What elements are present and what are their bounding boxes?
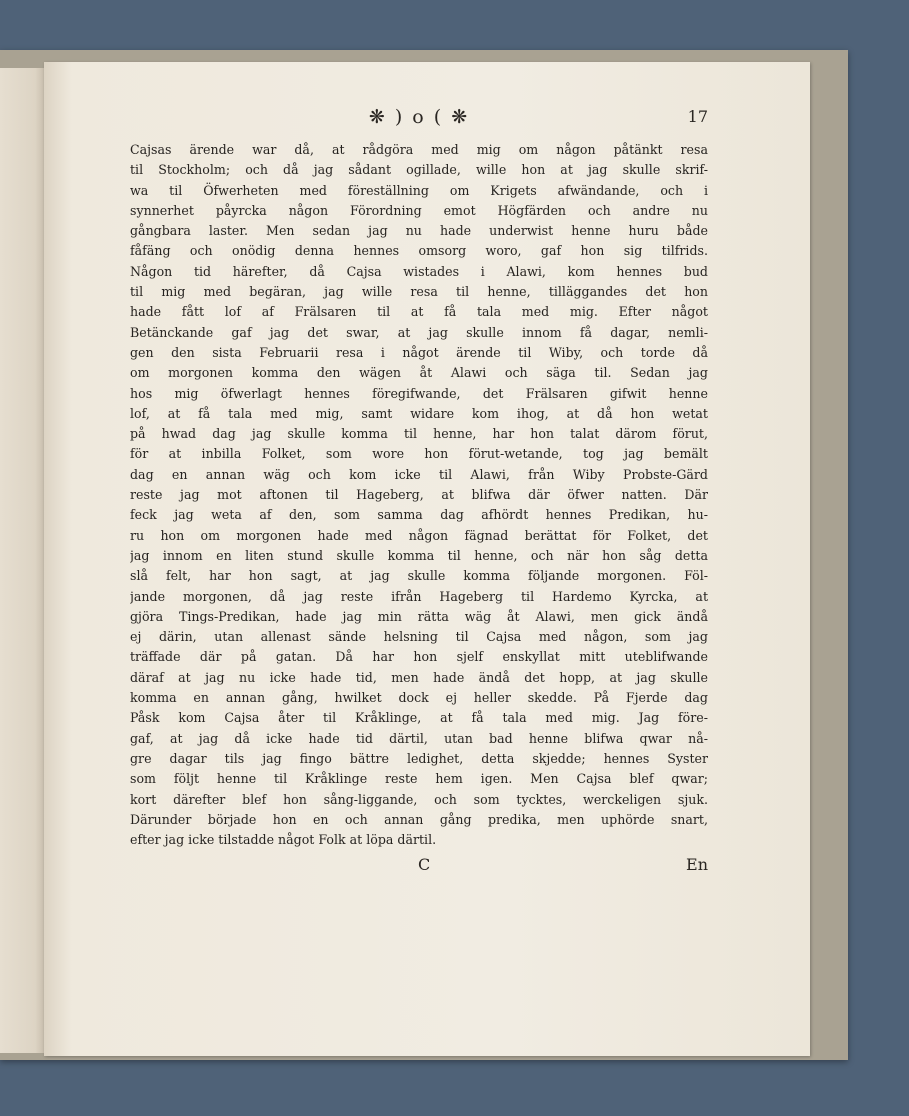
text-line: til Stockholm; och då jag sådant ogillade, wille hon at jag skulle skrif- <box>130 162 708 178</box>
text-line: ru hon om morgonen hade med någon fägnad berättat för Folket, det <box>130 527 708 543</box>
text-line: lof, at få tala med mig, samt widare kom ihog, at då hon wetat <box>130 405 708 421</box>
header-ornament: ❋ ) o ( ❋ <box>368 106 470 128</box>
text-line: til mig med begäran, jag wille resa til henne, tilläggandes det hon <box>130 284 708 300</box>
text-line: gångbara laster. Men sedan jag nu hade underwist henne huru både <box>130 223 708 239</box>
text-line: wa til Öfwerheten med föreställning om Krigets afwändande, och i <box>130 182 708 198</box>
text-line: hade fått lof af Frälsaren til at få tala med mig. Efter något <box>130 304 708 320</box>
text-line: gre dagar tils jag fingo bättre ledighet, detta skjedde; hennes Syster <box>130 750 708 766</box>
text-line: jag innom en liten stund skulle komma til henne, och när hon såg detta <box>130 547 708 563</box>
text-line: efter jag icke tilstadde något Folk at löpa därtil. <box>130 832 437 848</box>
text-line: på hwad dag jag skulle komma til henne, har hon talat därom förut, <box>130 426 708 442</box>
page-header <box>130 106 708 128</box>
text-line: reste jag mot aftonen til Hageberg, at blifwa där öfwer natten. Där <box>130 487 708 503</box>
text-line: gjöra Tings-Predikan, hade jag min rätta wäg åt Alawi, men gick ändå <box>130 608 708 624</box>
text-line: gaf, at jag då icke hade tid därtil, utan bad henne blifwa qwar nå- <box>130 730 708 746</box>
text-line: om morgonen komma den wägen åt Alawi och säga til. Sedan jag <box>130 365 708 381</box>
page-number: 17 <box>687 107 708 126</box>
text-line: hos mig öfwerlagt hennes föregifwande, det Frälsaren gifwit henne <box>130 385 708 401</box>
text-line: däraf at jag nu icke hade tid, men hade ändå det hopp, at jag skulle <box>130 669 708 685</box>
text-line: slå felt, har hon sagt, at jag skulle komma följande morgonen. Föl- <box>130 568 708 584</box>
signature-mark: C <box>418 855 431 874</box>
body-text <box>130 140 708 850</box>
text-line: ej därin, utan allenast sände helsning til Cajsa med någon, som jag <box>130 629 708 645</box>
text-line: fåfäng och onödig denna hennes omsorg woro, gaf hon sig tilfrids. <box>130 243 708 259</box>
text-line: Någon tid härefter, då Cajsa wistades i Alawi, kom hennes bud <box>130 263 708 279</box>
text-line: dag en annan wäg och kom icke til Alawi, från Wiby Probste-Gärd <box>130 466 708 482</box>
text-line: träffade där på gatan. Då har hon sjelf enskyllat mitt uteblifwande <box>130 649 708 665</box>
text-line: synnerhet påyrcka någon Förordning emot Högfärden och andre nu <box>130 202 708 218</box>
text-line: Betänckande gaf jag det swar, at jag skulle innom få dagar, nemli- <box>130 324 708 340</box>
book-page <box>44 62 810 1056</box>
facing-page-edge <box>0 68 45 1053</box>
text-line: för at inbilla Folket, som wore hon förut-wetande, tog jag bemält <box>130 446 708 462</box>
text-line: Cajsas ärende war då, at rådgöra med mig om någon påtänkt resa <box>130 142 708 157</box>
text-line: jande morgonen, då jag reste ifrån Hageberg til Hardemo Kyrcka, at <box>130 588 708 604</box>
page-footer <box>130 855 708 877</box>
text-line: Därunder började hon en och annan gång predika, men uphörde snart, <box>130 811 708 827</box>
text-line: feck jag weta af den, som samma dag afhördt hennes Predikan, hu- <box>130 507 708 523</box>
text-line: som följt henne til Kråklinge reste hem igen. Men Cajsa blef qwar; <box>130 771 708 787</box>
text-line: gen den sista Februarii resa i något ärende til Wiby, och torde då <box>130 344 708 360</box>
catchword: En <box>686 855 708 874</box>
text-line: komma en annan gång, hwilket dock ej heller skedde. På Fjerde dag <box>130 690 708 706</box>
text-line: kort därefter blef hon sång-liggande, och som tycktes, werckeligen sjuk. <box>130 791 708 807</box>
text-line: Påsk kom Cajsa åter til Kråklinge, at få tala med mig. Jag före- <box>130 710 708 726</box>
